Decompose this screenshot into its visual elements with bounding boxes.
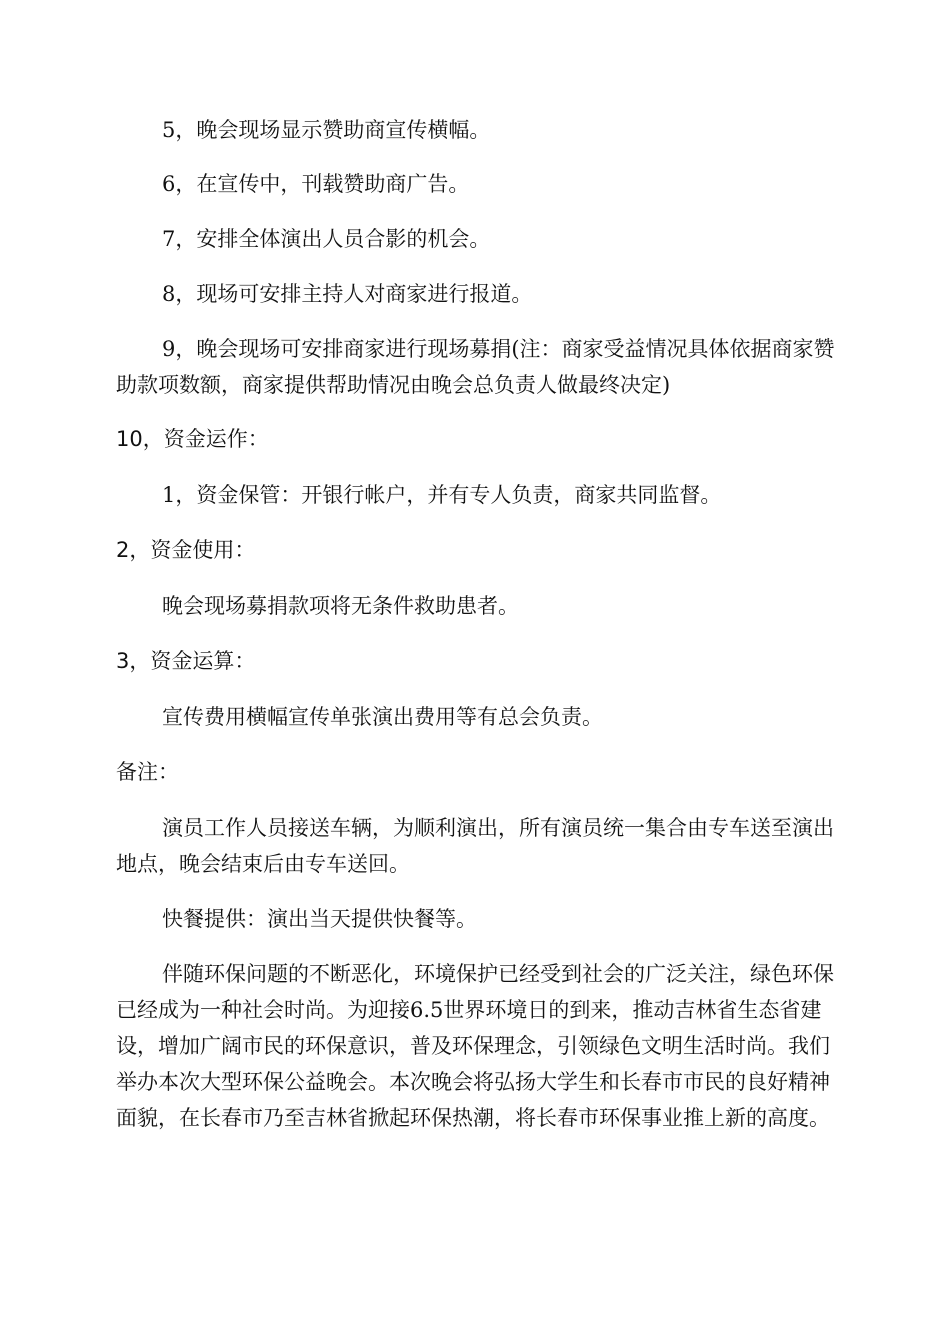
remarks-heading: 备注： [116,760,179,784]
fund-budget-paragraph: 宣传费用横幅宣传单张演出费用等有总会负责。 [162,705,603,729]
paragraph-item-8: 8，现场可安排主持人对商家进行报道。 [162,282,533,306]
section-heading-fund-usage: 2，资金使用： [116,538,256,562]
paragraph-item-7: 7，安排全体演出人员合影的机会。 [162,227,491,251]
transport-paragraph: 演员工作人员接送车辆，为顺利演出，所有演员统一集合由专车送至演出地点，晚会结束后由专车送回。 [116,816,834,876]
paragraph-item-9: 9，晚会现场可安排商家进行现场募捐(注：商家受益情况具体依据商家赞助款项数额，商家提供帮助情况由晚会总负责人做最终决定) [116,337,835,397]
section-heading-fund-operation: 10，资金运作： [116,427,269,451]
background-paragraph: 伴随环保问题的不断恶化，环境保护已经受到社会的广泛关注，绿色环保已经成为一种社会时尚。为迎接6.5世界环境日的到来，推动吉林省生态省建设，增加广阔市民的环保意识，普及环保理念，引领绿色文明生活时尚。我们举办本次大型环保公益晚会。本次晚会将弘扬大学生和长春市市民的良好精神面貌，在长春市乃至吉林省掀起环保热潮，将长春市环保事业推上新的高度。 [116,962,834,1130]
section-heading-fund-budget: 3，资金运算： [116,649,256,673]
meal-paragraph: 快餐提供：演出当天提供快餐等。 [162,907,477,931]
paragraph-item-5: 5，晚会现场显示赞助商宣传横幅。 [162,118,491,142]
fund-custody-paragraph: 1，资金保管：开银行帐户，并有专人负责，商家共同监督。 [162,483,722,507]
paragraph-item-6: 6，在宣传中，刊载赞助商广告。 [162,172,470,196]
fund-usage-paragraph: 晚会现场募捐款项将无条件救助患者。 [162,594,519,618]
